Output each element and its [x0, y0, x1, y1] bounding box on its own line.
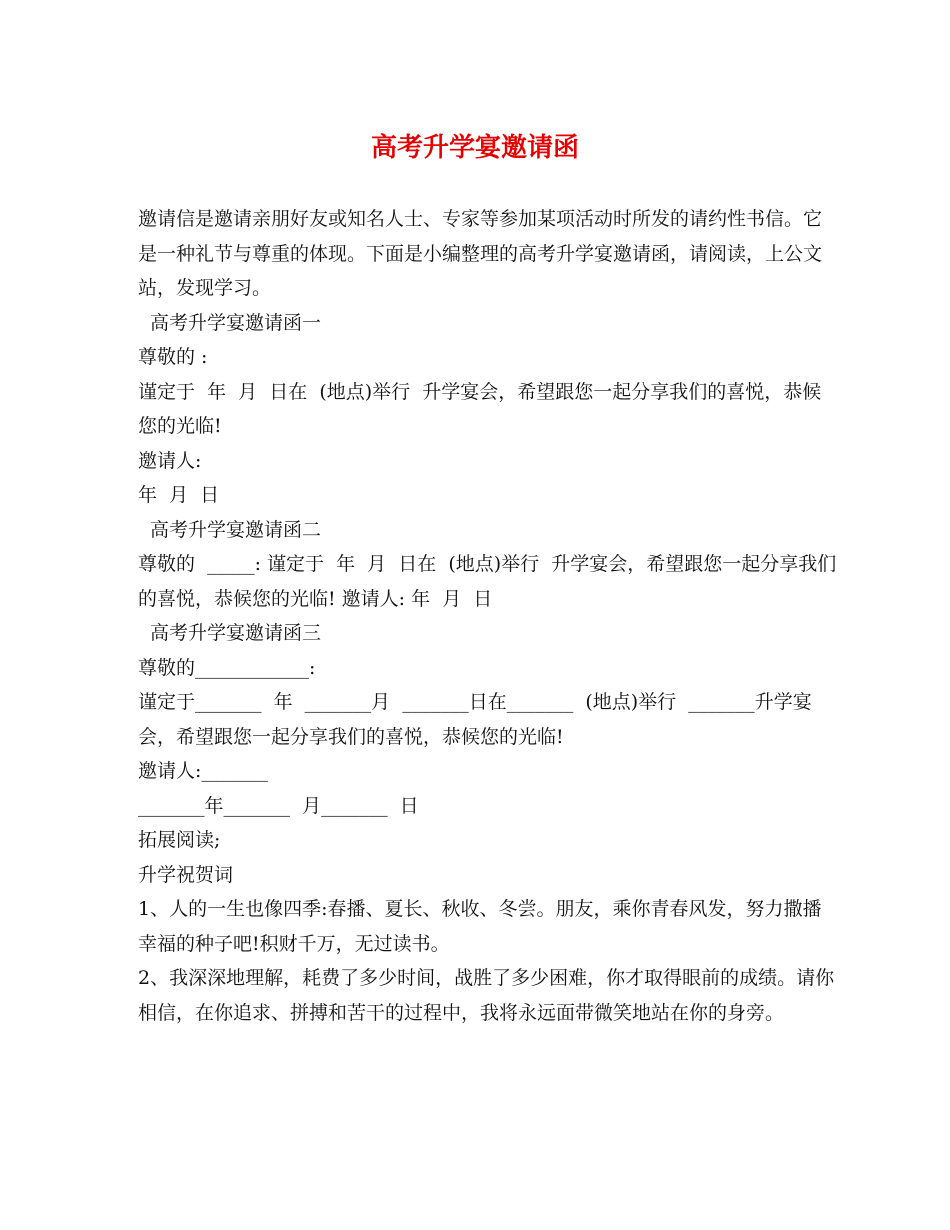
- letter1-inviter: 邀请人:: [138, 449, 202, 472]
- letter3-date: _______年_______ 月_______ 日: [138, 794, 419, 817]
- letter2-body: 尊敬的 _____: 谨定于 年 月 日在 (地点)举行 升学宴会，希望跟您一起分享我们的喜悦，恭候您的光临! 邀请人: 年 月 日: [138, 553, 837, 610]
- document-body: [138, 202, 838, 1030]
- congrats-item-1: 1、人的一生也像四季:春播、夏长、秋收、冬尝。朋友，乘你青春风发，努力撒播幸福的种子吧!积财千万，无过读书。: [138, 898, 822, 955]
- letter1-body: 谨定于 年 月 日在 (地点)举行 升学宴会，希望跟您一起分享我们的喜悦，恭候您的光临!: [138, 380, 822, 437]
- extended-reading-label: 拓展阅读;: [138, 829, 221, 851]
- letter1-date: 年 月 日: [138, 484, 220, 506]
- intro-paragraph: 邀请信是邀请亲朋好友或知名人士、专家等参加某项活动时所发的请约性书信。它是一种礼节与尊重的体现。下面是小编整理的高考升学宴邀请函，请阅读，上公文站，发现学习。: [138, 208, 823, 299]
- letter3-salutation: 尊敬的____________:: [138, 656, 316, 679]
- section-heading-2: 高考升学宴邀请函二: [150, 518, 322, 541]
- letter3-body: 谨定于_______ 年 _______月 _______日在_______ (地点)举行 _______升学宴会，希望跟您一起分享我们的喜悦，恭候您的光临!: [138, 691, 812, 748]
- letter3-inviter: 邀请人:_______: [138, 760, 268, 782]
- section-heading-3: 高考升学宴邀请函三: [150, 622, 322, 644]
- congrats-heading: 升学祝贺词: [138, 863, 234, 886]
- letter1-salutation: 尊敬的 :: [138, 346, 208, 368]
- document-title: 高考升学宴邀请函: [370, 133, 579, 163]
- section-heading-1: 高考升学宴邀请函一: [150, 311, 322, 334]
- congrats-item-2: 2、我深深地理解，耗费了多少时间，战胜了多少困难，你才取得眼前的成绩。请你相信，在你追求、拼搏和苦干的过程中，我将永远面带微笑地站在你的身旁。: [138, 967, 835, 1024]
